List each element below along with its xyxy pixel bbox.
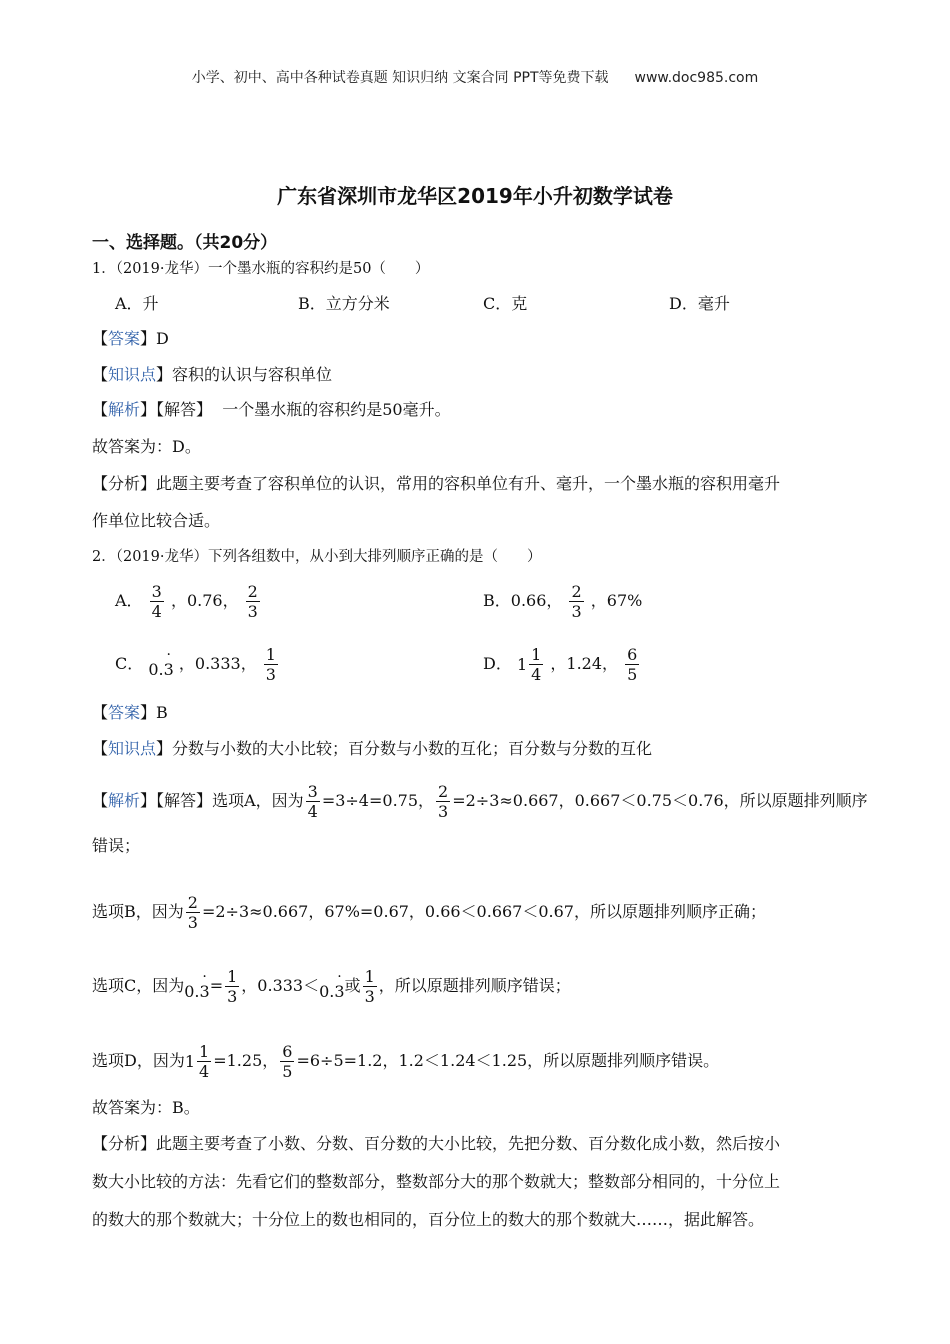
q2-answer-value: B bbox=[156, 703, 168, 722]
q2-option-d-label: D． bbox=[483, 654, 512, 673]
analysis-tag: 解析 bbox=[108, 400, 141, 419]
sol-c-pre: 选项C，因为 bbox=[92, 976, 185, 995]
page-header bbox=[0, 67, 950, 87]
numerator: 2 bbox=[247, 582, 258, 601]
sol-d-pre: 选项D，因为 bbox=[92, 1051, 185, 1070]
numerator: 3 bbox=[151, 582, 162, 601]
answer-tag: 答案 bbox=[108, 329, 141, 348]
sol-a-post: =3÷4=0.75， bbox=[321, 791, 435, 810]
numerator: 1 bbox=[227, 967, 238, 986]
repeating-decimal bbox=[148, 658, 173, 682]
solution-label: 【解答】 bbox=[156, 400, 213, 419]
repeating-decimal bbox=[184, 980, 209, 1004]
q1-option-a: A．升 bbox=[115, 294, 159, 313]
numerator: 6 bbox=[282, 1042, 293, 1061]
denominator: 3 bbox=[364, 987, 375, 1006]
section-heading: 一、选择题。（共20分） bbox=[92, 233, 278, 253]
q1-analysis-text: 此题主要考查了容积单位的认识，常用的容积单位有升、毫升，一个墨水瓶的容积用毫升 bbox=[156, 474, 781, 493]
q1-option-c: C．克 bbox=[483, 294, 528, 313]
denominator: 4 bbox=[531, 665, 542, 684]
numerator: 2 bbox=[438, 782, 449, 801]
rep-digit: · 3 bbox=[200, 980, 210, 1004]
denominator: 3 bbox=[265, 665, 276, 684]
knowledge-tag: 知识点 bbox=[108, 739, 157, 758]
sol-c-mid: ，0.333＜ bbox=[241, 976, 320, 995]
q2-solution-a: 【解析】【解答】选项A，因为 $\frac{3}{4}$ =3÷4=0.75， $\frac{2}{3}$ =2÷3≈0.667，0.667＜0.75＜0.76，所以原题排列顺序 bbox=[92, 782, 868, 821]
q1-analysis-line2: 作单位比较合适。 bbox=[92, 511, 221, 530]
analysis2-label: 【分析】 bbox=[92, 474, 157, 493]
mixed-number bbox=[185, 1042, 213, 1081]
page-title: 广东省深圳市龙华区2019年小升初数学试卷 bbox=[277, 184, 673, 208]
fraction bbox=[625, 645, 639, 684]
fraction bbox=[150, 582, 164, 621]
rep-digit: · 3 bbox=[164, 658, 174, 682]
denominator: 4 bbox=[307, 802, 318, 821]
numerator: 1 bbox=[265, 645, 276, 664]
denominator: 3 bbox=[227, 987, 238, 1006]
denominator: 4 bbox=[199, 1062, 210, 1081]
q1-analysis-line1 bbox=[92, 472, 780, 496]
q2-solution-a-line2: 错误； bbox=[92, 836, 141, 855]
sol-b-pre: 选项B，因为 bbox=[92, 902, 184, 921]
q2-solution-b bbox=[92, 893, 766, 932]
mixed-number bbox=[517, 645, 545, 684]
q2-answer: 【答案】B bbox=[92, 703, 168, 722]
analysis-tag: 解析 bbox=[108, 791, 141, 810]
q2-option-d bbox=[483, 645, 641, 684]
numerator: 2 bbox=[187, 893, 198, 912]
fraction bbox=[186, 893, 200, 932]
q1-answer-value: D bbox=[156, 329, 169, 348]
rep-int: 0. bbox=[319, 982, 335, 1001]
q2-option-b-tail: ，67% bbox=[590, 591, 643, 610]
denominator: 3 bbox=[247, 602, 258, 621]
q1-stem: 1．（2019·龙华）一个墨水瓶的容积约是50（ ） bbox=[92, 261, 430, 277]
fraction bbox=[363, 967, 377, 1006]
whole: 1 bbox=[516, 654, 528, 674]
denominator: 3 bbox=[571, 602, 582, 621]
q2-analysis-line1 bbox=[92, 1132, 780, 1156]
numerator: 1 bbox=[364, 967, 375, 986]
q2-option-c-label: C． bbox=[115, 654, 144, 673]
header-url[interactable]: www.doc985.com bbox=[634, 70, 759, 86]
repeating-decimal bbox=[319, 980, 344, 1004]
fraction bbox=[306, 782, 320, 821]
fraction bbox=[197, 1042, 211, 1081]
q2-option-c-mid: ，0.333， bbox=[178, 654, 257, 673]
q2-knowledge-value: 分数与小数的大小比较；百分数与小数的互化；百分数与分数的互化 bbox=[172, 739, 653, 758]
denominator: 3 bbox=[438, 802, 449, 821]
q1-option-b: B．立方分米 bbox=[298, 294, 390, 313]
q1-solution-text: 一个墨水瓶的容积约是50毫升。 bbox=[212, 400, 451, 419]
q1-knowledge: 【知识点】容积的认识与容积单位 bbox=[92, 365, 333, 384]
sol-c-eq: = bbox=[209, 976, 224, 995]
q2-option-c bbox=[115, 645, 280, 684]
denominator: 5 bbox=[627, 665, 638, 684]
q2-analysis-line3: 的数大的那个数就大；十分位上的数也相同的，百分位上的数大的那个数就大……，据此解答。 bbox=[92, 1210, 765, 1229]
numerator: 1 bbox=[531, 645, 542, 664]
q2-stem: 2．（2019·龙华）下列各组数中，从小到大排列顺序正确的是（ ） bbox=[92, 549, 542, 565]
q2-solution-d bbox=[92, 1042, 719, 1081]
q2-conclusion: 故答案为：B。 bbox=[92, 1098, 200, 1117]
sol-a-post2: =2÷3≈0.667，0.667＜0.75＜0.76，所以原题排列顺序 bbox=[452, 791, 868, 810]
q2-option-a-mid: ，0.76， bbox=[170, 591, 239, 610]
numerator: 3 bbox=[307, 782, 318, 801]
q1-solution: 【解析】【解答】 一个墨水瓶的容积约是50毫升。 bbox=[92, 400, 451, 419]
answer-tag: 答案 bbox=[108, 703, 141, 722]
sol-c-or: 或 bbox=[344, 976, 361, 995]
numerator: 1 bbox=[199, 1042, 210, 1061]
q2-option-b bbox=[483, 582, 642, 621]
q1-answer: 【答案】D bbox=[92, 329, 169, 348]
q1-knowledge-value: 容积的认识与容积单位 bbox=[172, 365, 333, 384]
sol-d-post: =6÷5=1.2，1.2＜1.24＜1.25，所以原题排列顺序错误。 bbox=[296, 1051, 720, 1070]
q2-option-d-mid: ，1.24， bbox=[550, 654, 619, 673]
fraction bbox=[246, 582, 260, 621]
fraction bbox=[569, 582, 583, 621]
q2-option-a bbox=[115, 582, 262, 621]
rep-int: 0. bbox=[184, 982, 200, 1001]
fraction bbox=[436, 782, 450, 821]
whole: 1 bbox=[184, 1051, 196, 1071]
rep-digit: · 3 bbox=[334, 980, 344, 1004]
rep-int: 0. bbox=[148, 660, 164, 679]
sol-a-pre: 选项A，因为 bbox=[212, 791, 304, 810]
q2-option-a-label: A． bbox=[115, 591, 143, 610]
sol-b-post: =2÷3≈0.667，67%=0.67，0.66＜0.667＜0.67，所以原题排列顺序正确； bbox=[201, 902, 766, 921]
sol-c-post: ，所以原题排列顺序错误； bbox=[378, 976, 571, 995]
fraction bbox=[264, 645, 278, 684]
knowledge-tag: 知识点 bbox=[108, 365, 157, 384]
fraction bbox=[225, 967, 239, 1006]
numerator: 2 bbox=[571, 582, 582, 601]
denominator: 4 bbox=[151, 602, 162, 621]
denominator: 5 bbox=[282, 1062, 293, 1081]
analysis2-label: 【分析】 bbox=[92, 1134, 157, 1153]
q2-knowledge: 【知识点】分数与小数的大小比较；百分数与小数的互化；百分数与分数的互化 bbox=[92, 739, 653, 758]
fraction bbox=[529, 645, 543, 684]
q2-option-b-label: B．0.66， bbox=[483, 591, 563, 610]
q1-option-d: D．毫升 bbox=[669, 294, 730, 313]
denominator: 3 bbox=[187, 913, 198, 932]
q2-analysis-line2: 数大小比较的方法：先看它们的整数部分，整数部分大的那个数就大；整数部分相同的，十分位上 bbox=[92, 1172, 781, 1191]
fraction bbox=[280, 1042, 294, 1081]
q2-analysis-text: 此题主要考查了小数、分数、百分数的大小比较，先把分数、百分数化成小数，然后按小 bbox=[156, 1134, 781, 1153]
header-text: 小学、初中、高中各种试卷真题 知识归纳 文案合同 PPT等免费下载 bbox=[191, 70, 609, 86]
q2-solution-c bbox=[92, 967, 571, 1006]
sol-d-mid: =1.25， bbox=[213, 1051, 279, 1070]
numerator: 6 bbox=[627, 645, 638, 664]
q1-conclusion: 故答案为：D。 bbox=[92, 437, 201, 456]
solution-label: 【解答】 bbox=[156, 791, 213, 810]
